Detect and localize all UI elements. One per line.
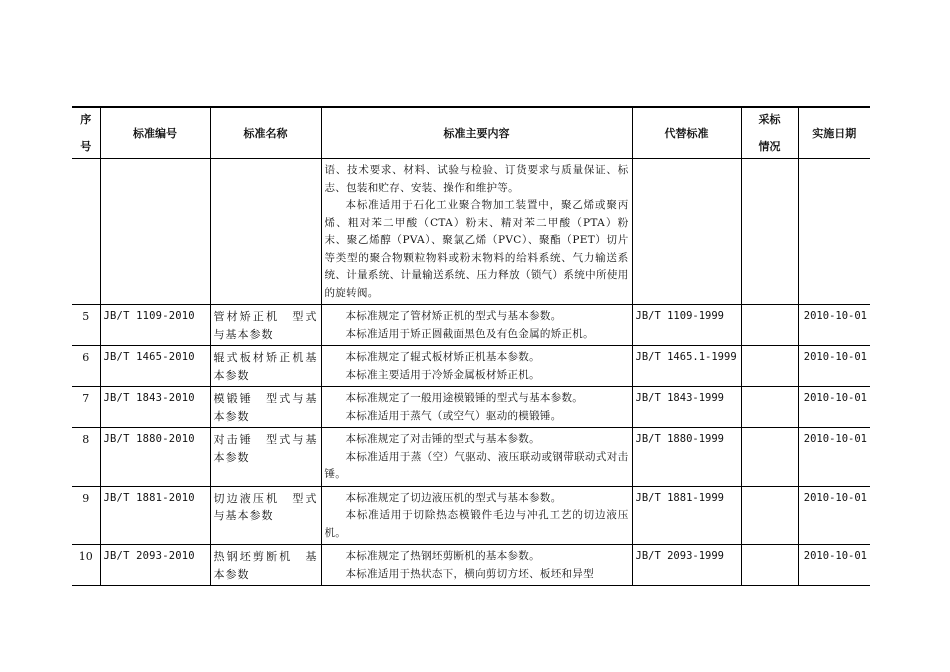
cell-date xyxy=(798,159,870,305)
cell-date: 2010-10-01 xyxy=(798,387,870,428)
table-row xyxy=(72,305,870,346)
cell-no: 8 xyxy=(72,428,100,487)
cell-code: JB/T 1881-2010 xyxy=(100,486,210,545)
cell-name: 辊式板材矫正机基本参数 xyxy=(210,346,321,387)
header-serial-number: 序 号 xyxy=(72,107,100,159)
cell-code: JB/T 1843-2010 xyxy=(100,387,210,428)
cell-replaces: JB/T 1881-1999 xyxy=(632,486,741,545)
cell-content: 本标准规定了辊式板材矫正机基本参数。 本标准主要适用于冷矫金属板材矫正机。 xyxy=(321,346,632,387)
cell-name: 管材矫正机 型式与基本参数 xyxy=(210,305,321,346)
cell-adoption xyxy=(741,387,798,428)
header-replaced-standard: 代替标准 xyxy=(632,107,741,159)
cell-replaces: JB/T 1465.1-1999 xyxy=(632,346,741,387)
cell-code: JB/T 1465-2010 xyxy=(100,346,210,387)
cell-replaces: JB/T 1880-1999 xyxy=(632,428,741,487)
cell-no: 5 xyxy=(72,305,100,346)
cell-adoption xyxy=(741,305,798,346)
cell-name: 切边液压机 型式与基本参数 xyxy=(210,486,321,545)
cell-content: 本标准规定了热钢坯剪断机的基本参数。 本标准适用于热状态下，横向剪切方坯、板坯和异型 xyxy=(321,545,632,586)
cell-name: 热钢坯剪断机 基本参数 xyxy=(210,545,321,586)
cell-date: 2010-10-01 xyxy=(798,545,870,586)
cell-content: 本标准规定了切边液压机的型式与基本参数。 本标准适用于切除热态模锻件毛边与冲孔工艺的切边液压机。 xyxy=(321,486,632,545)
cell-adoption xyxy=(741,428,798,487)
cell-replaces xyxy=(632,159,741,305)
cell-content: 本标准规定了一般用途模锻锤的型式与基本参数。 本标准适用于蒸气（或空气）驱动的模锻锤。 xyxy=(321,387,632,428)
header-row xyxy=(72,107,870,159)
table-row xyxy=(72,346,870,387)
cell-no: 10 xyxy=(72,545,100,586)
cell-no: 9 xyxy=(72,486,100,545)
cell-date: 2010-10-01 xyxy=(798,305,870,346)
cell-date: 2010-10-01 xyxy=(798,428,870,487)
cell-content: 语、技术要求、材料、试验与检验、订货要求与质量保证、标志、包装和贮存、安装、操作和维护等。 本标准适用于石化工业聚合物加工装置中，聚乙烯或聚丙烯、粗对苯二甲酸（CTA）粉末、精对苯二甲酸（PTA）粉末、聚乙烯醇（PVA）、聚氯乙烯（PVC）、聚酯（PET）切片等类型的聚合物颗粒物料或粉末物料的给料系统、气力输送系统、计量系统、计量输送系统、压力释放（锁气）系统中所使用的旋转阀。 xyxy=(321,159,632,305)
header-standard-name: 标准名称 xyxy=(210,107,321,159)
cell-no xyxy=(72,159,100,305)
table-row xyxy=(72,387,870,428)
cell-replaces: JB/T 2093-1999 xyxy=(632,545,741,586)
cell-name xyxy=(210,159,321,305)
cell-replaces: JB/T 1843-1999 xyxy=(632,387,741,428)
standards-table xyxy=(72,106,870,586)
cell-content: 本标准规定了管材矫正机的型式与基本参数。 本标准适用于矫正圆截面黑色及有色金属的矫正机。 xyxy=(321,305,632,346)
cell-adoption xyxy=(741,346,798,387)
cell-code: JB/T 1880-2010 xyxy=(100,428,210,487)
table-row xyxy=(72,545,870,586)
cell-adoption xyxy=(741,486,798,545)
header-standard-code: 标准编号 xyxy=(100,107,210,159)
cell-code: JB/T 1109-2010 xyxy=(100,305,210,346)
table-row xyxy=(72,428,870,487)
cell-no: 7 xyxy=(72,387,100,428)
header-main-content: 标准主要内容 xyxy=(321,107,632,159)
cell-date: 2010-10-01 xyxy=(798,486,870,545)
header-adoption-status: 采标 情况 xyxy=(741,107,798,159)
table-row-continued xyxy=(72,159,870,305)
cell-adoption xyxy=(741,545,798,586)
cell-replaces: JB/T 1109-1999 xyxy=(632,305,741,346)
header-implementation-date: 实施日期 xyxy=(798,107,870,159)
cell-content: 本标准规定了对击锤的型式与基本参数。 本标准适用于蒸（空）气驱动、液压联动或钢带联动式对击锤。 xyxy=(321,428,632,487)
cell-adoption xyxy=(741,159,798,305)
cell-name: 对击锤 型式与基本参数 xyxy=(210,428,321,487)
cell-code: JB/T 2093-2010 xyxy=(100,545,210,586)
cell-date: 2010-10-01 xyxy=(798,346,870,387)
cell-code xyxy=(100,159,210,305)
cell-name: 模锻锤 型式与基本参数 xyxy=(210,387,321,428)
table-row xyxy=(72,486,870,545)
cell-no: 6 xyxy=(72,346,100,387)
